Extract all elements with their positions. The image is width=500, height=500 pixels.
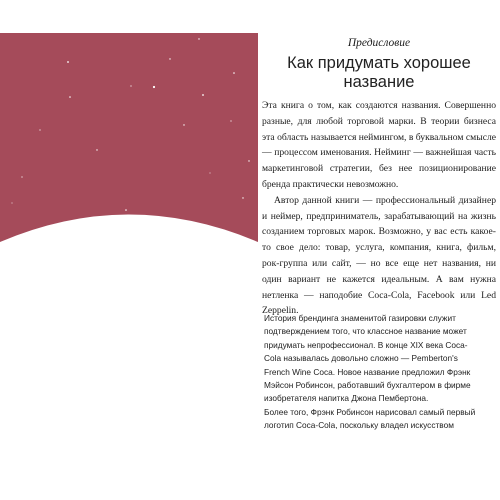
stars xyxy=(12,38,250,211)
body-text xyxy=(262,98,496,319)
star xyxy=(12,203,13,204)
starfield-svg xyxy=(0,33,258,259)
star xyxy=(21,176,22,177)
star xyxy=(202,94,204,96)
star xyxy=(248,160,249,161)
star xyxy=(233,72,235,74)
planet-horizon xyxy=(0,215,258,260)
star xyxy=(230,120,231,121)
section-kicker: Предисловие xyxy=(347,37,411,49)
body-paragraph: Эта книга о том, как создаются названия. Совершенно разные, для любой торговой марки. В теории бизнеса эта область называется неймингом, в буквальном смысле — процессом именования. Нейминг — важнейшая часть маркетинговой стратегии, без нее позиционирование бренда практически невозможно. xyxy=(262,100,496,190)
star xyxy=(210,173,211,174)
sidebar-paragraph: История брендинга знаменитой газировки служит подтверждением того, что классное название может придумать непрофессионал. В конце XIX века Coca-Cola называлась довольно сложно — Pemberton's French Wine Coca. Новое название предложил Фрэнк Мэйсон Робинсон, работавший бухгалтером в фирме изобретателя напитка Джона Пембертона. xyxy=(264,313,471,404)
drop-cap: А xyxy=(110,222,126,247)
body-paragraph: Автор данной книги — профессиональный дизайнер и неймер, предприниматель, зарабатывающий на жизнь созданием торговых марок. Возможно, у вас есть какое-то свое дело: товар, услуга, компания, книга, фильм, рок-группа или сайт, — но все еще нет названия, ни один вариант не кажется идеальным. А вам нужна нетленка — наподобие Coca-Cola, Facebook или Led Zeppelin. xyxy=(262,194,496,317)
star xyxy=(183,124,184,125)
star xyxy=(125,209,127,211)
star xyxy=(169,58,170,59)
star xyxy=(69,96,71,98)
star xyxy=(67,61,69,63)
starfield-illustration xyxy=(0,33,258,259)
star xyxy=(39,129,40,130)
star xyxy=(153,86,155,88)
sidebar-note xyxy=(264,312,480,433)
star xyxy=(242,197,243,198)
star xyxy=(198,38,199,39)
sidebar-paragraph: Более того, Фрэнк Робинсон нарисовал самый первый логотип Coca-Cola, поскольку владел искусством xyxy=(264,406,476,431)
star xyxy=(96,149,97,150)
star xyxy=(130,85,131,86)
page-title: Как придумать хорошее название xyxy=(287,54,471,91)
